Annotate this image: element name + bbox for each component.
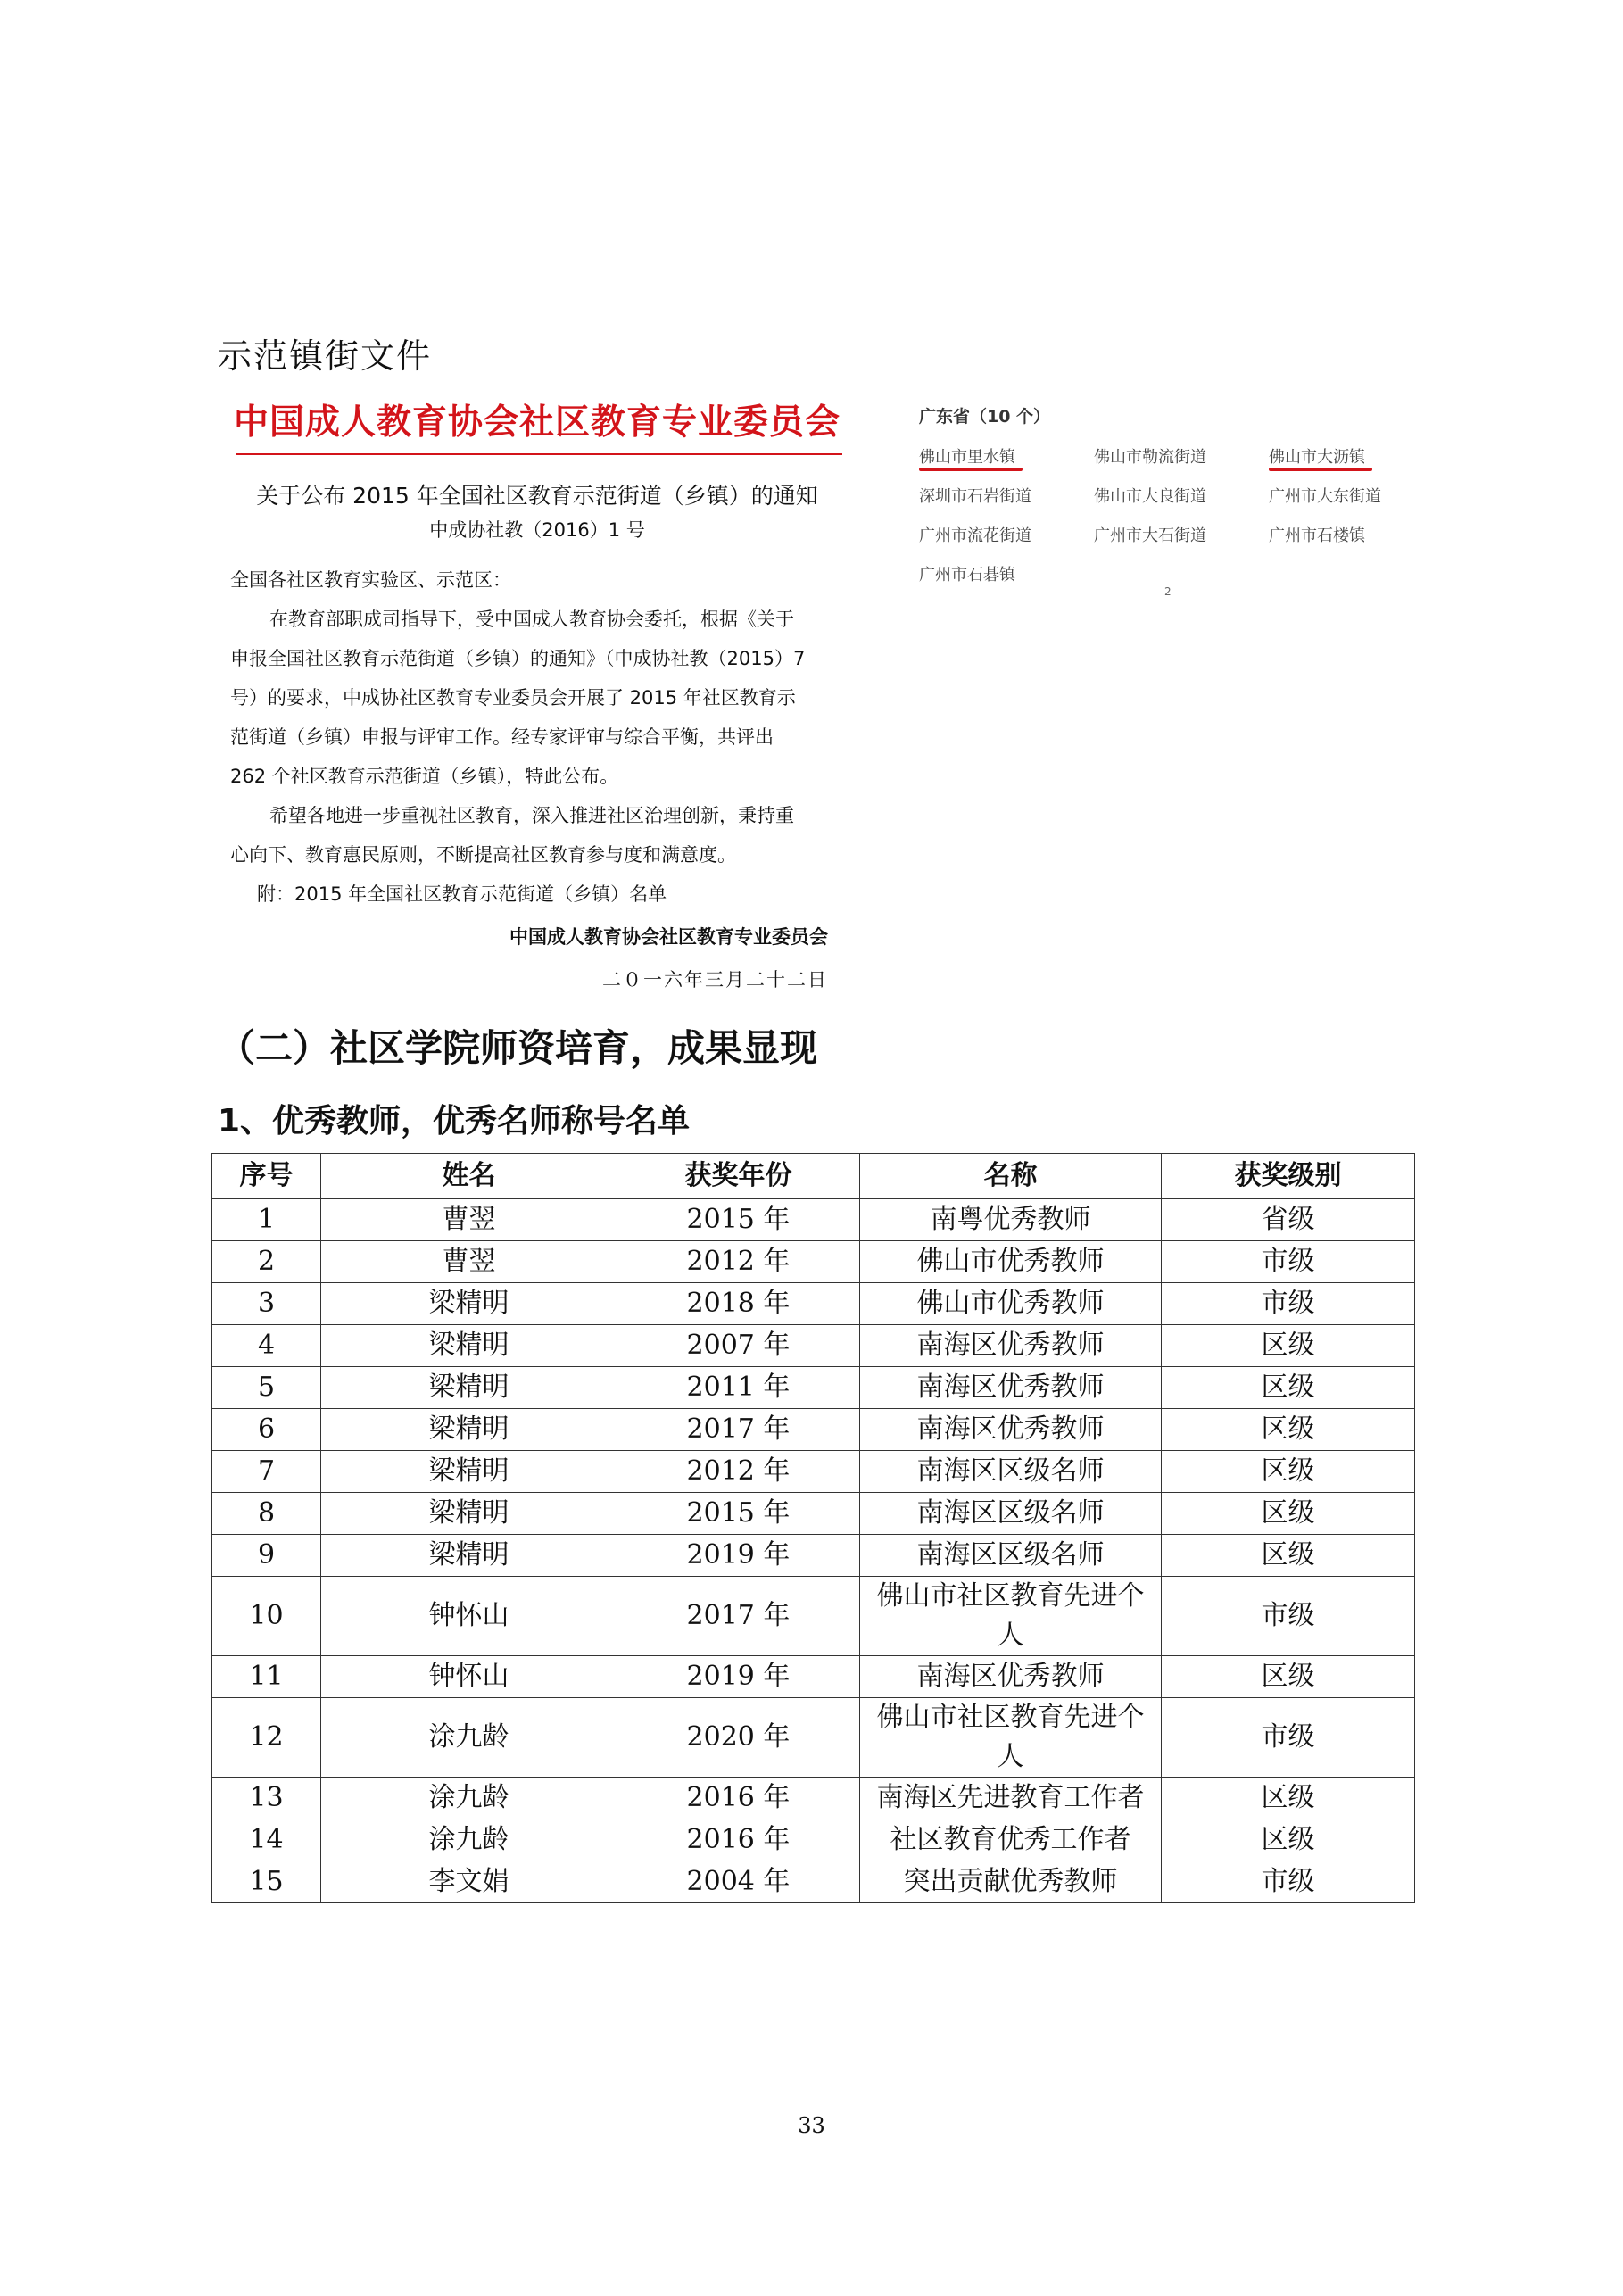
notice-red-rule [236,453,842,455]
cell-level: 市级 [1162,1861,1415,1903]
cell-index: 14 [212,1819,321,1861]
cell-year: 2015 年 [617,1493,860,1535]
province-list-item: 广州市大东街道 [1269,487,1381,506]
province-list-item: 广州市石碁镇 [919,566,1015,584]
cell-title: 突出贡献优秀教师 [860,1861,1162,1903]
cell-index: 4 [212,1325,321,1367]
notice-title: 关于公布 2015 年全国社区教育示范街道（乡镇）的通知 [256,483,818,509]
table-row [212,1493,1415,1535]
header-level: 获奖级别 [1162,1154,1415,1199]
cell-year: 2018 年 [617,1283,860,1325]
cell-name: 涂九龄 [321,1819,617,1861]
cell-year: 2020 年 [617,1698,860,1778]
cell-index: 8 [212,1493,321,1535]
cell-index: 11 [212,1656,321,1698]
table-row [212,1577,1415,1656]
notice-doc-number: 中成协社教（2016）1 号 [429,519,645,541]
province-list-item: 深圳市石岩街道 [919,487,1031,506]
page-number: 33 [798,2113,825,2138]
table-row [212,1451,1415,1493]
table-row [212,1409,1415,1451]
cell-level: 区级 [1162,1451,1415,1493]
cell-level: 市级 [1162,1577,1415,1656]
cell-level: 区级 [1162,1656,1415,1698]
table-row [212,1656,1415,1698]
cell-title: 佛山市优秀教师 [860,1283,1162,1325]
cell-year: 2011 年 [617,1367,860,1409]
cell-year: 2012 年 [617,1451,860,1493]
cell-year: 2017 年 [617,1409,860,1451]
cell-name: 梁精明 [321,1367,617,1409]
cell-year: 2017 年 [617,1577,860,1656]
cell-index: 6 [212,1409,321,1451]
cell-name: 梁精明 [321,1493,617,1535]
cell-level: 区级 [1162,1367,1415,1409]
cell-level: 区级 [1162,1409,1415,1451]
notice-paragraph: 申报全国社区教育示范街道（乡镇）的通知》（中成协社教（2015）7 [230,648,806,669]
highlight-underline [919,468,1023,471]
cell-index: 1 [212,1199,321,1241]
notice-signer: 中国成人教育协会社区教育专业委员会 [509,925,828,948]
province-list-item: 广州市大石街道 [1094,526,1206,545]
header-year: 获奖年份 [617,1154,860,1199]
table-row [212,1819,1415,1861]
cell-index: 2 [212,1241,321,1283]
cell-index: 7 [212,1451,321,1493]
table-row [212,1535,1415,1577]
cell-title: 南海区优秀教师 [860,1656,1162,1698]
cell-title: 南海区区级名师 [860,1493,1162,1535]
cell-level: 区级 [1162,1325,1415,1367]
cell-title: 佛山市社区教育先进个人 [860,1698,1162,1778]
cell-title: 南粤优秀教师 [860,1199,1162,1241]
cell-title: 南海区优秀教师 [860,1409,1162,1451]
cell-year: 2016 年 [617,1778,860,1819]
award-table [211,1153,1415,1903]
cell-index: 10 [212,1577,321,1656]
cell-index: 15 [212,1861,321,1903]
notice-date: 二０一六年三月二十二日 [602,969,828,991]
section-subheading: 1、优秀教师，优秀名师称号名单 [218,1103,691,1140]
notice-paragraph: 希望各地进一步重视社区教育，深入推进社区治理创新，秉持重 [269,805,794,826]
cell-name: 梁精明 [321,1325,617,1367]
table-row [212,1241,1415,1283]
cell-level: 区级 [1162,1493,1415,1535]
province-list-item: 佛山市大良街道 [1094,487,1206,506]
cell-level: 区级 [1162,1535,1415,1577]
cell-level: 市级 [1162,1241,1415,1283]
cell-year: 2004 年 [617,1861,860,1903]
cell-name: 钟怀山 [321,1656,617,1698]
cell-year: 2007 年 [617,1325,860,1367]
cell-title: 南海区优秀教师 [860,1367,1162,1409]
cell-name: 梁精明 [321,1283,617,1325]
notice-paragraph: 范街道（乡镇）申报与评审工作。经专家评审与综合平衡，共评出 [230,726,774,748]
table-row [212,1283,1415,1325]
header-index: 序号 [212,1154,321,1199]
cell-level: 区级 [1162,1778,1415,1819]
cell-index: 9 [212,1535,321,1577]
cell-name: 曹翌 [321,1241,617,1283]
cell-level: 省级 [1162,1199,1415,1241]
notice-org-title: 中国成人教育协会社区教育专业委员会 [233,402,840,443]
header-name: 姓名 [321,1154,617,1199]
cell-name: 涂九龄 [321,1698,617,1778]
cell-title: 佛山市优秀教师 [860,1241,1162,1283]
cell-index: 3 [212,1283,321,1325]
cell-title: 南海区先进教育工作者 [860,1778,1162,1819]
province-list-item: 佛山市大沥镇 [1269,448,1365,467]
province-list-item: 佛山市勒流街道 [1094,448,1206,467]
notice-paragraph: 全国各社区教育实验区、示范区： [230,569,511,591]
document-section-title: 示范镇街文件 [218,336,433,376]
cell-level: 市级 [1162,1698,1415,1778]
province-list-item: 广州市流花街道 [919,526,1031,545]
cell-year: 2019 年 [617,1535,860,1577]
notice-paragraph: 号）的要求，中成协社区教育专业委员会开展了 2015 年社区教育示 [230,687,796,709]
cell-level: 区级 [1162,1819,1415,1861]
table-row [212,1698,1415,1778]
cell-year: 2019 年 [617,1656,860,1698]
cell-title: 南海区区级名师 [860,1451,1162,1493]
cell-name: 梁精明 [321,1535,617,1577]
table-row [212,1325,1415,1367]
cell-title: 佛山市社区教育先进个人 [860,1577,1162,1656]
notice-paragraph: 心向下、教育惠民原则，不断提高社区教育参与度和满意度。 [230,844,736,866]
table-header-row [212,1154,1415,1199]
cell-name: 李文娟 [321,1861,617,1903]
cell-name: 梁精明 [321,1409,617,1451]
cell-name: 涂九龄 [321,1778,617,1819]
notice-paragraph: 262 个社区教育示范街道（乡镇），特此公布。 [230,766,619,787]
table-row [212,1199,1415,1241]
cell-year: 2015 年 [617,1199,860,1241]
header-title: 名称 [860,1154,1162,1199]
cell-index: 12 [212,1698,321,1778]
cell-index: 13 [212,1778,321,1819]
cell-title: 南海区区级名师 [860,1535,1162,1577]
notice-attachment-line: 附：2015 年全国社区教育示范街道（乡镇）名单 [257,883,667,905]
notice-paragraph: 在教育部职成司指导下，受中国成人教育协会委托，根据《关于 [269,609,794,630]
cell-name: 曹翌 [321,1199,617,1241]
province-list-item: 广州市石楼镇 [1269,526,1365,545]
cell-name: 梁精明 [321,1451,617,1493]
province-list-header: 广东省（10 个） [919,407,1051,427]
section-heading: （二）社区学院师资培育，成果显现 [218,1026,818,1070]
cell-year: 2012 年 [617,1241,860,1283]
province-list-image [919,398,1419,612]
notice-document-image [225,384,849,1008]
cell-name: 钟怀山 [321,1577,617,1656]
province-list-item: 佛山市里水镇 [919,448,1015,467]
table-row [212,1861,1415,1903]
table-row [212,1778,1415,1819]
cell-index: 5 [212,1367,321,1409]
list-page-number: 2 [1164,585,1172,598]
cell-year: 2016 年 [617,1819,860,1861]
highlight-underline [1269,468,1372,471]
cell-title: 社区教育优秀工作者 [860,1819,1162,1861]
cell-title: 南海区优秀教师 [860,1325,1162,1367]
table-row [212,1367,1415,1409]
cell-level: 市级 [1162,1283,1415,1325]
